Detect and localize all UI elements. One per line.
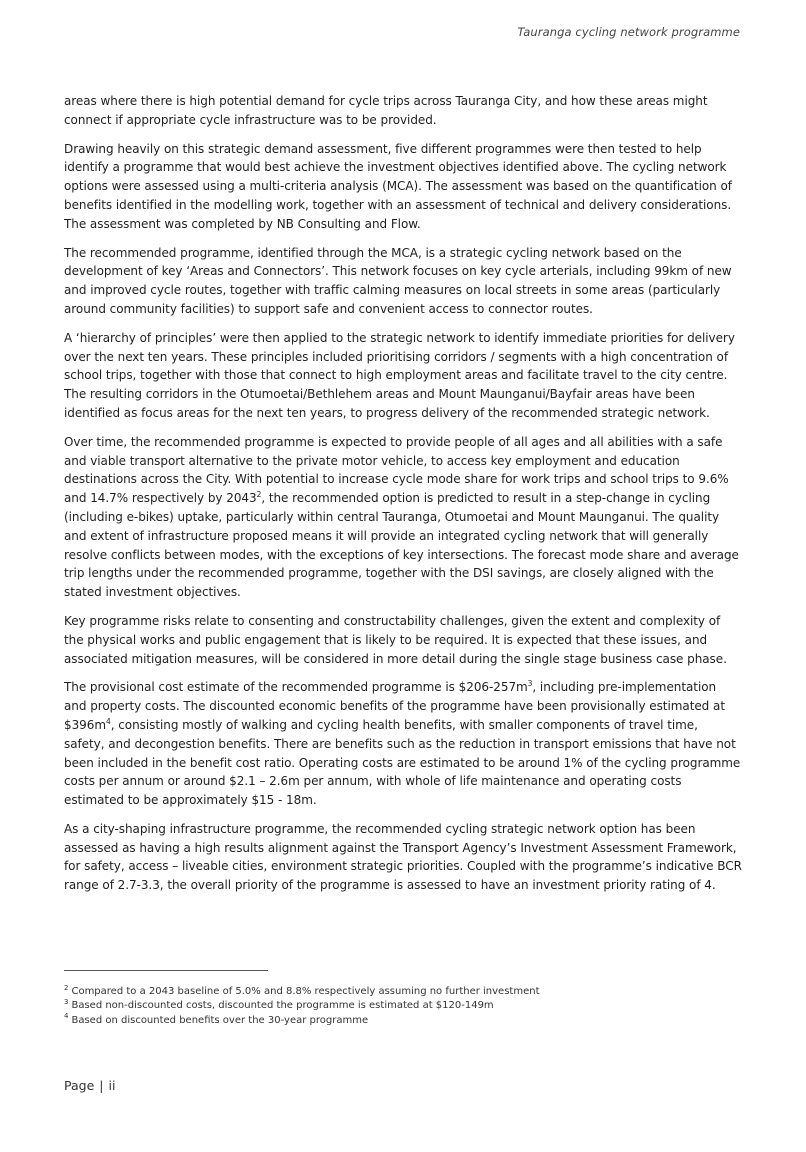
paragraph-5-part-a: Over time, the recommended programme is expected to provide people of all ages and all abilities with a safe and viable transport alternative to the private motor vehicle, to access key employment and education destinations across the City. With potential to increase cycle mode share for work trips and school trips to 9.6% and 14.7% respectively by 2043 (64, 434, 729, 506)
paragraph-7-part-b: , including pre-implementation and property costs. The discounted economic benefits of the programme have been provisionally estimated at $396m (64, 680, 725, 732)
paragraph-7-part-c: , consisting mostly of walking and cycling health benefits, with smaller components of travel time, safety, and decongestion benefits. There are benefits such as the reduction in transport emissions that have not been included in the benefit cost ratio. Operating costs are estimated to be around 1% of the cycling programme costs per annum or around $2.1 – 2.6m per annum, with whole of life maintenance and operating costs estimated to be approximately $15 - 18m. (64, 717, 741, 808)
running-header: Tauranga cycling network programme (517, 25, 740, 39)
footnote-text: Based on discounted benefits over the 30-year programme (71, 1014, 369, 1026)
paragraph-8: As a city-shaping infrastructure programme, the recommended cycling strategic network option has been assessed as having a high results alignment against the Transport Agency’s Investment Assessment Framework, for safety, access – liveable cities, environment strategic priorities. Coupled with the programme’s indicative BCR range of 2.7-3.3, the overall priority of the programme is assessed to have an investment priority rating of 4. (64, 821, 742, 893)
paragraph-2: Drawing heavily on this strategic demand assessment, five different programmes were then tested to help identify a programme that would best achieve the investment objectives identified above. The cycling network options were assessed using a multi-criteria analysis (MCA). The assessment was based on the quantification of benefits identified in the modelling work, together with an assessment of technical and delivery considerations. The assessment was completed by NB Consulting and Flow. (64, 141, 732, 231)
paragraph-5-part-b: , the recommended option is predicted to result in a step-change in cycling (including e-bikes) uptake, particularly within central Tauranga, Otumoetai and Mount Maunganui. The quality and extent of infrastructure proposed means it will provide an integrated cycling network that will generally resolve conflicts between modes, with the exceptions of key intersections. The forecast mode share and average trip lengths under the recommended programme, together with the DSI savings, are closely aligned with the stated investment objectives. (64, 491, 739, 600)
footnote-mark: 2 (64, 983, 69, 992)
paragraph-5 (64, 433, 742, 602)
page-separator: | (99, 1078, 104, 1093)
paragraph-7-part-a: The provisional cost estimate of the recommended programme is $206-257m (64, 680, 528, 695)
footnote-ref-3[interactable]: 3 (527, 679, 533, 689)
paragraph-7 (64, 678, 742, 810)
paragraph-1: areas where there is high potential demand for cycle trips across Tauranga City, and how these areas might connect if appropriate cycle infrastructure was to be provided. (64, 94, 708, 127)
footnote-ref-2[interactable]: 2 (256, 490, 262, 500)
footnote-text: Compared to a 2043 baseline of 5.0% and 8.8% respectively assuming no further investment (71, 986, 540, 997)
footnotes (64, 985, 744, 1028)
footnote-mark: 4 (64, 1012, 69, 1021)
footnote-4 (64, 1014, 744, 1028)
footnote-text: Based non-discounted costs, discounted the programme is estimated at $120-149m (71, 1000, 494, 1012)
paragraph-6: Key programme risks relate to consenting and constructability challenges, given the extent and complexity of the physical works and public engagement that is likely to be required. It is expected that these issues, and associated mitigation measures, will be considered in more detail during the single stage business case phase. (64, 613, 727, 666)
paragraph-3: The recommended programme, identified through the MCA, is a strategic cycling network based on the development of key ‘Areas and Connectors’. This network focuses on key cycle arterials, including 99km of new and improved cycle routes, together with traffic calming measures on local streets in some areas (particularly around community facilities) to support safe and convenient access to connector routes. (64, 245, 732, 316)
footnote-mark: 3 (64, 998, 69, 1007)
footnote-divider (64, 970, 268, 971)
page-number: ii (108, 1078, 116, 1093)
footnote-3 (64, 999, 744, 1013)
footnote-ref-4[interactable]: 4 (105, 716, 111, 726)
paragraph-4: A ‘hierarchy of principles’ were then applied to the strategic network to identify immediate priorities for delivery over the next ten years. These principles included prioritising corridors / segments with a high concentration of school trips, together with those that connect to high employment areas and facilitate travel to the city centre. The resulting corridors in the Otumoetai/Bethlehem areas and Mount Maunganui/Bayfair areas have been identified as focus areas for the next ten years, to progress delivery of the recommended strategic network. (64, 330, 735, 420)
body-text (64, 92, 742, 905)
footnote-2 (64, 985, 744, 999)
page-label: Page (64, 1078, 95, 1093)
page-footer (64, 1078, 115, 1093)
